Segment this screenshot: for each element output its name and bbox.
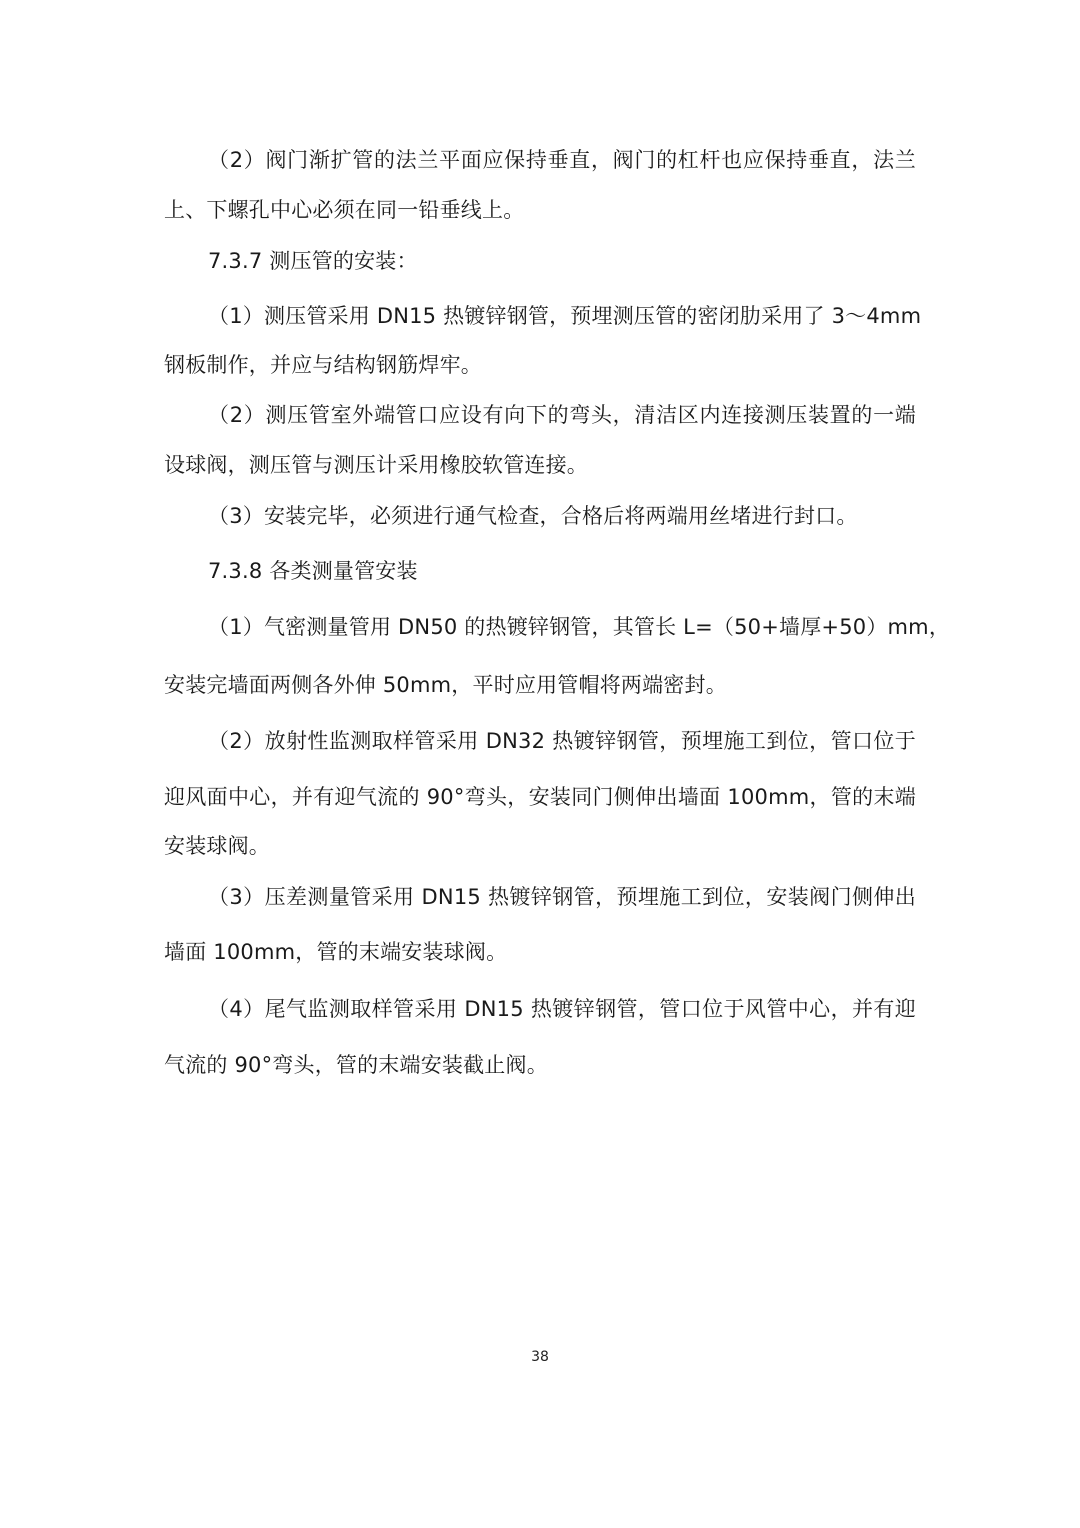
section-heading-7-3-8: 7.3.8 各类测量管安装 (208, 559, 418, 583)
paragraph-line: 设球阀，测压管与测压计采用橡胶软管连接。 (164, 453, 588, 477)
paragraph-line: 安装完墙面两侧各外伸 50mm，平时应用管帽将两端密封。 (164, 673, 727, 697)
paragraph-line: （4）尾气监测取样管采用 DN15 热镀锌钢管，管口位于风管中心，并有迎 (208, 997, 916, 1021)
paragraph-line: （1）测压管采用 DN15 热镀锌钢管，预埋测压管的密闭肋采用了 3～4mm (208, 304, 922, 328)
paragraph-line: 上、下螺孔中心必须在同一铅垂线上。 (164, 198, 525, 222)
paragraph-line: 安装球阀。 (164, 834, 270, 858)
paragraph-line: 气流的 90°弯头，管的末端安装截止阀。 (164, 1053, 548, 1077)
paragraph-line: 钢板制作，并应与结构钢筋焊牢。 (164, 353, 482, 377)
paragraph-line: 墙面 100mm，管的末端安装球阀。 (164, 940, 508, 964)
paragraph-line: （2）阀门渐扩管的法兰平面应保持垂直，阀门的杠杆也应保持垂直，法兰 (208, 148, 916, 172)
paragraph-line: （3）压差测量管采用 DN15 热镀锌钢管，预埋施工到位，安装阀门侧伸出 (208, 885, 916, 909)
paragraph-line: （3）安装完毕，必须进行通气检查，合格后将两端用丝堵进行封口。 (208, 504, 858, 528)
paragraph-line: （2）放射性监测取样管采用 DN32 热镀锌钢管，预埋施工到位，管口位于 (208, 729, 916, 753)
page-number: 38 (531, 1349, 549, 1365)
paragraph-line: 迎风面中心，并有迎气流的 90°弯头，安装同门侧伸出墙面 100mm，管的末端 (164, 785, 916, 809)
section-heading-7-3-7: 7.3.7 测压管的安装： (208, 249, 418, 273)
paragraph-line: （2）测压管室外端管口应设有向下的弯头，清洁区内连接测压装置的一端 (208, 403, 916, 427)
paragraph-line: （1）气密测量管用 DN50 的热镀锌钢管，其管长 L=（50+墙厚+50）mm， (208, 615, 951, 639)
